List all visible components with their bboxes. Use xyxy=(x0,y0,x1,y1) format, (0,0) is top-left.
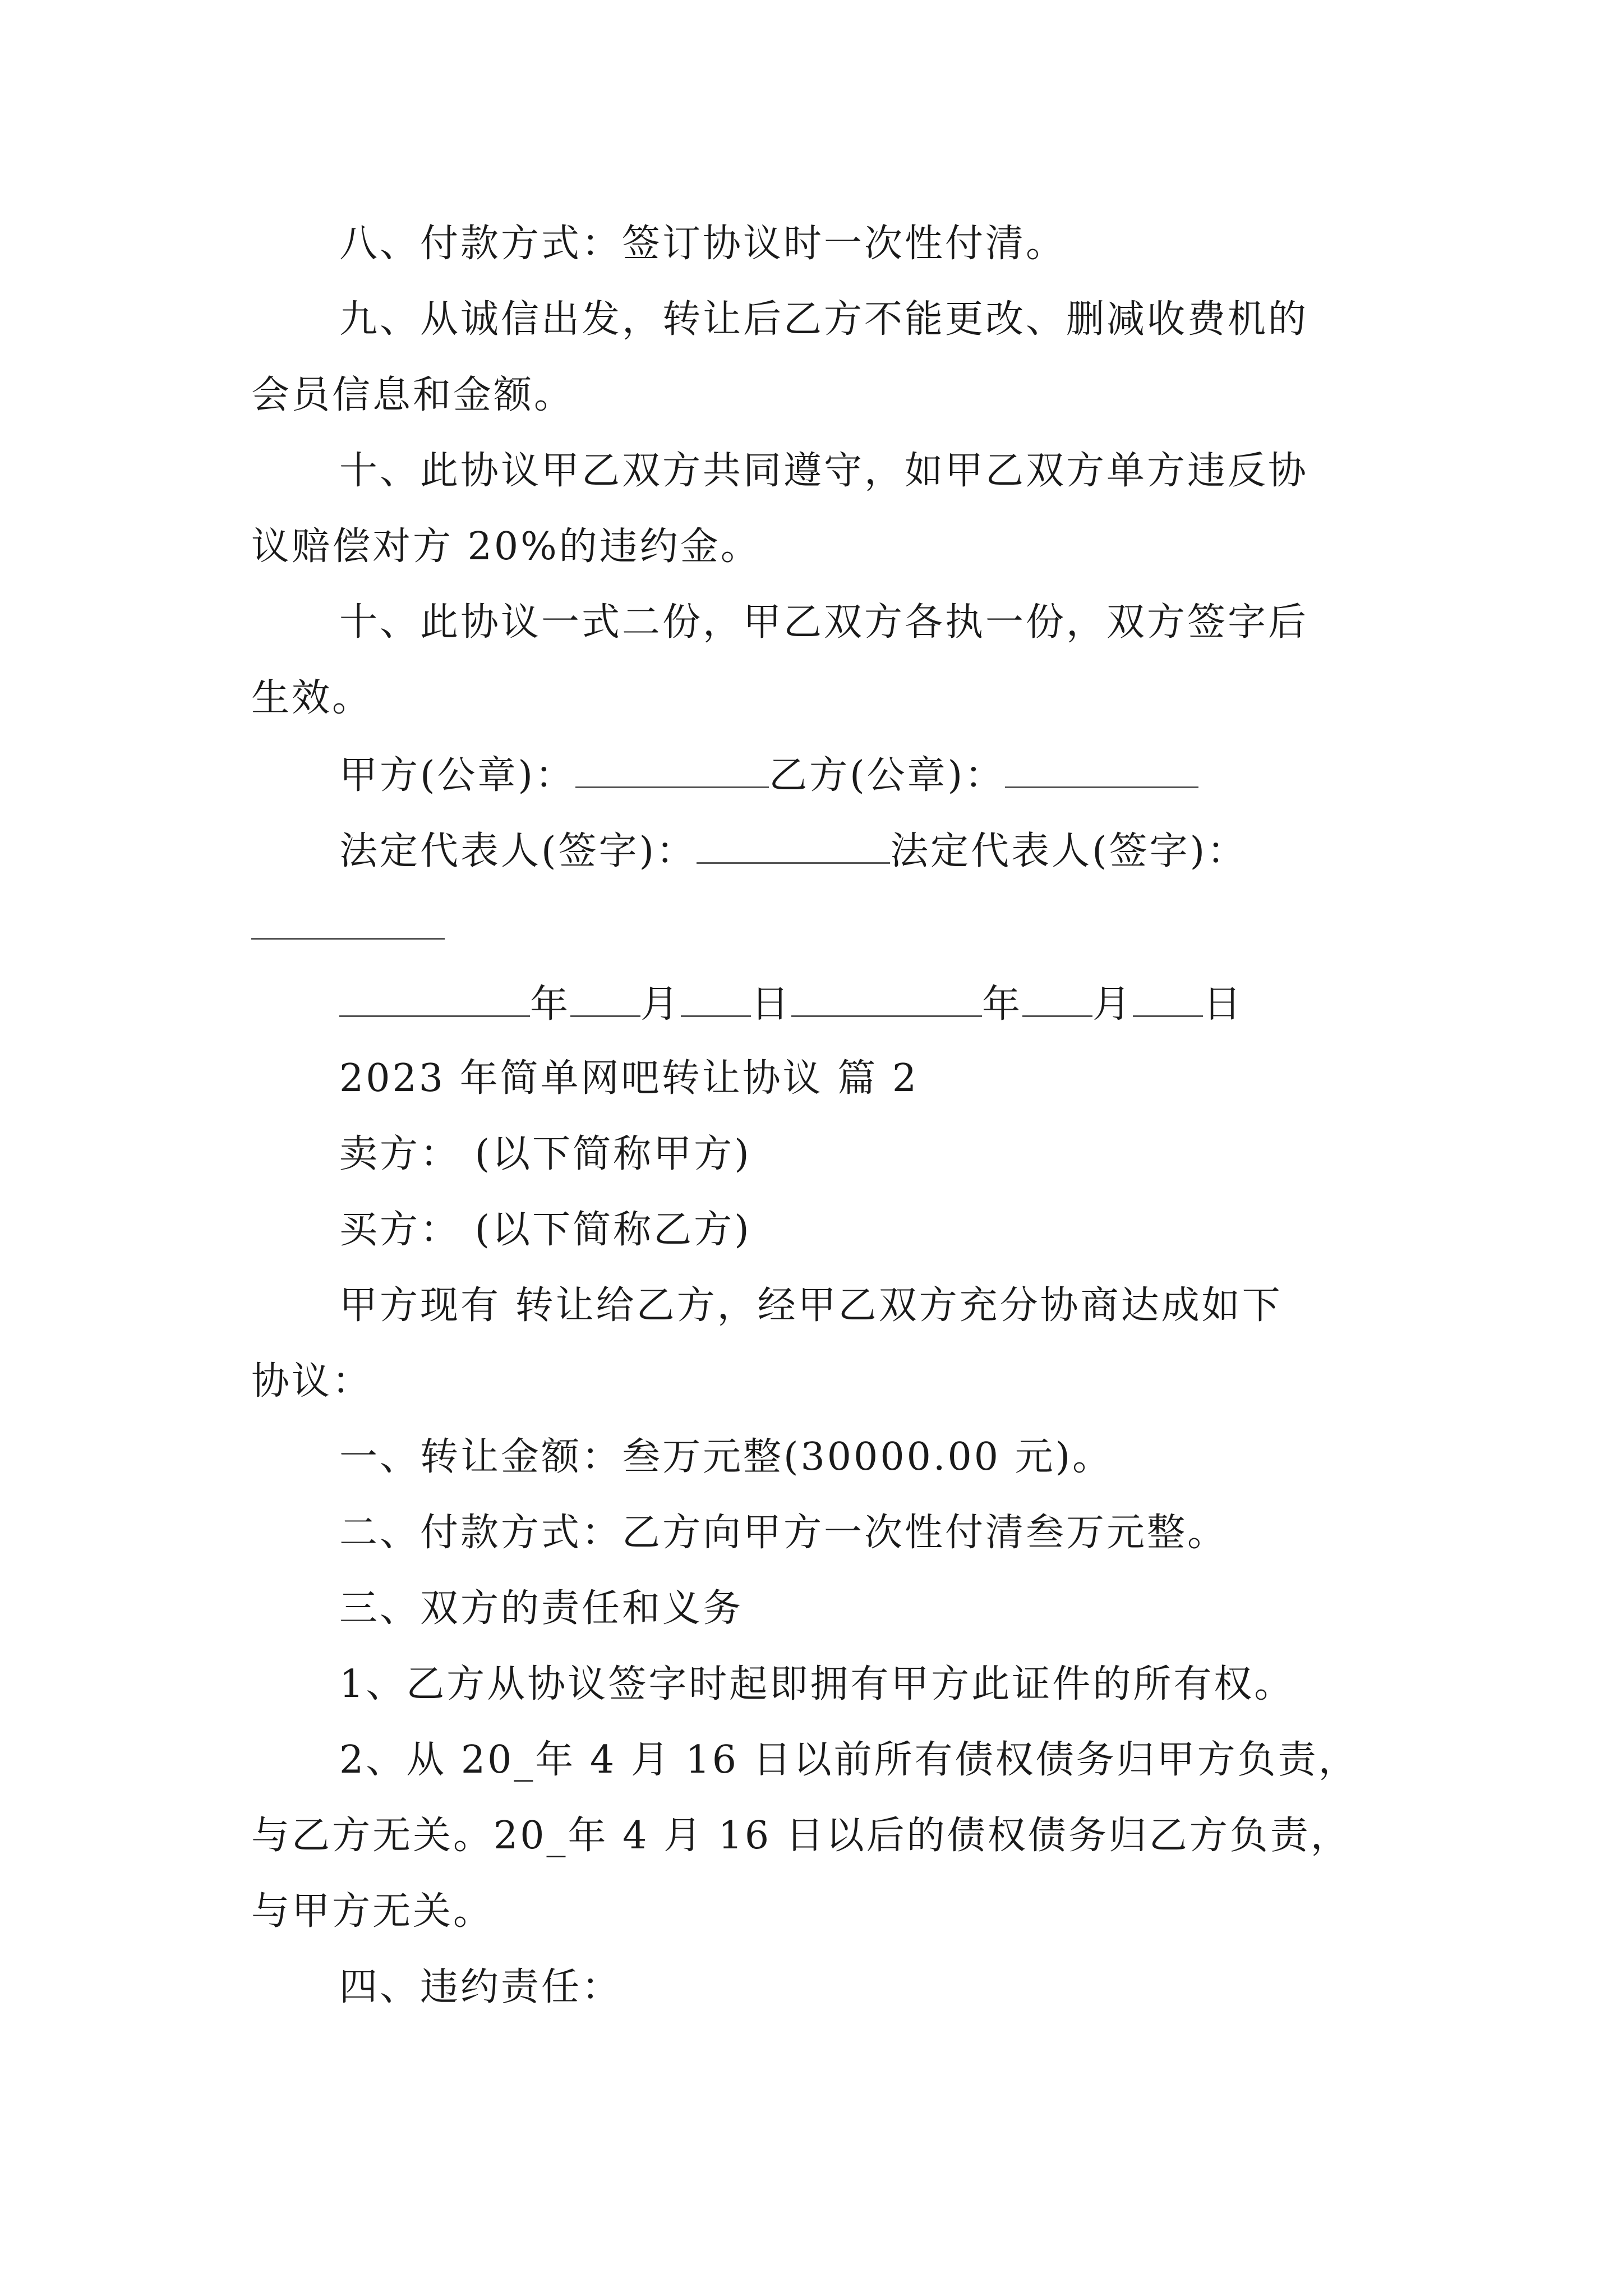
item-1: 一、转让金额：叁万元整(30000.00 元)。 xyxy=(339,1435,1113,1479)
intro-line-1: 甲方现有 转让给乙方，经甲乙双方充分协商达成如下 xyxy=(339,1283,1283,1328)
seller-line: 卖方： (以下简称甲方) xyxy=(339,1132,751,1176)
party-b-seal-label: 乙方(公章)： xyxy=(769,753,1006,798)
date-line xyxy=(339,981,1495,1027)
buyer-line: 买方： (以下简称乙方) xyxy=(339,1208,751,1252)
rep-b-blank-line xyxy=(251,903,1407,950)
month-a-blank xyxy=(570,981,640,1017)
section-2-heading: 2023 年简单网吧转让协议 篇 2 xyxy=(339,1056,919,1101)
clause-11-line-1: 十、此协议一式二份，甲乙双方各执一份，双方签字后 xyxy=(339,600,1309,645)
clause-8: 八、付款方式：签订协议时一次性付清。 xyxy=(339,222,1067,266)
month-b-label: 月 xyxy=(1092,982,1133,1027)
day-a-blank xyxy=(681,981,751,1017)
year-a-blank xyxy=(339,981,530,1017)
year-b-label: 年 xyxy=(982,982,1023,1027)
day-a-label: 日 xyxy=(751,982,792,1027)
sub-item-2-line-3: 与甲方无关。 xyxy=(251,1889,494,1934)
intro-line-2: 协议： xyxy=(251,1359,373,1404)
clause-9-line-2: 会员信息和金额。 xyxy=(251,373,575,417)
party-a-seal-label: 甲方(公章)： xyxy=(339,753,576,798)
party-a-seal-blank xyxy=(575,752,769,788)
item-2: 二、付款方式：乙方向甲方一次性付清叁万元整。 xyxy=(339,1511,1228,1555)
month-a-label: 月 xyxy=(640,982,681,1027)
rep-b-blank xyxy=(251,903,445,940)
clause-10-line-2: 议赔偿对方 20%的违约金。 xyxy=(251,524,761,569)
year-b-blank xyxy=(791,981,982,1017)
representative-line xyxy=(339,827,1495,874)
seal-line xyxy=(339,752,1495,798)
day-b-blank xyxy=(1133,981,1203,1017)
item-4: 四、违约责任： xyxy=(339,1965,623,2009)
item-3: 三、双方的责任和义务 xyxy=(339,1586,744,1631)
clause-9-line-1: 九、从诚信出发，转让后乙方不能更改、删减收费机的 xyxy=(339,297,1309,342)
month-b-blank xyxy=(1022,981,1092,1017)
year-a-label: 年 xyxy=(530,982,571,1027)
rep-b-label: 法定代表人(签字)： xyxy=(890,829,1248,873)
sub-item-2-line-1: 2、从 20_年 4 月 16 日以前所有债权债务归甲方负责， xyxy=(339,1738,1359,1782)
day-b-label: 日 xyxy=(1203,982,1244,1027)
rep-a-label: 法定代表人(签字)： xyxy=(339,829,697,873)
party-b-seal-blank xyxy=(1005,752,1198,788)
sub-item-1: 1、乙方从协议签字时起即拥有甲方此证件的所有权。 xyxy=(339,1662,1295,1706)
sub-item-2-line-2: 与乙方无关。20_年 4 月 16 日以后的债权债务归乙方负责， xyxy=(251,1814,1351,1858)
rep-a-blank xyxy=(697,827,890,864)
clause-10-line-1: 十、此协议甲乙双方共同遵守，如甲乙双方单方违反协 xyxy=(339,449,1309,493)
clause-11-line-2: 生效。 xyxy=(251,676,373,720)
